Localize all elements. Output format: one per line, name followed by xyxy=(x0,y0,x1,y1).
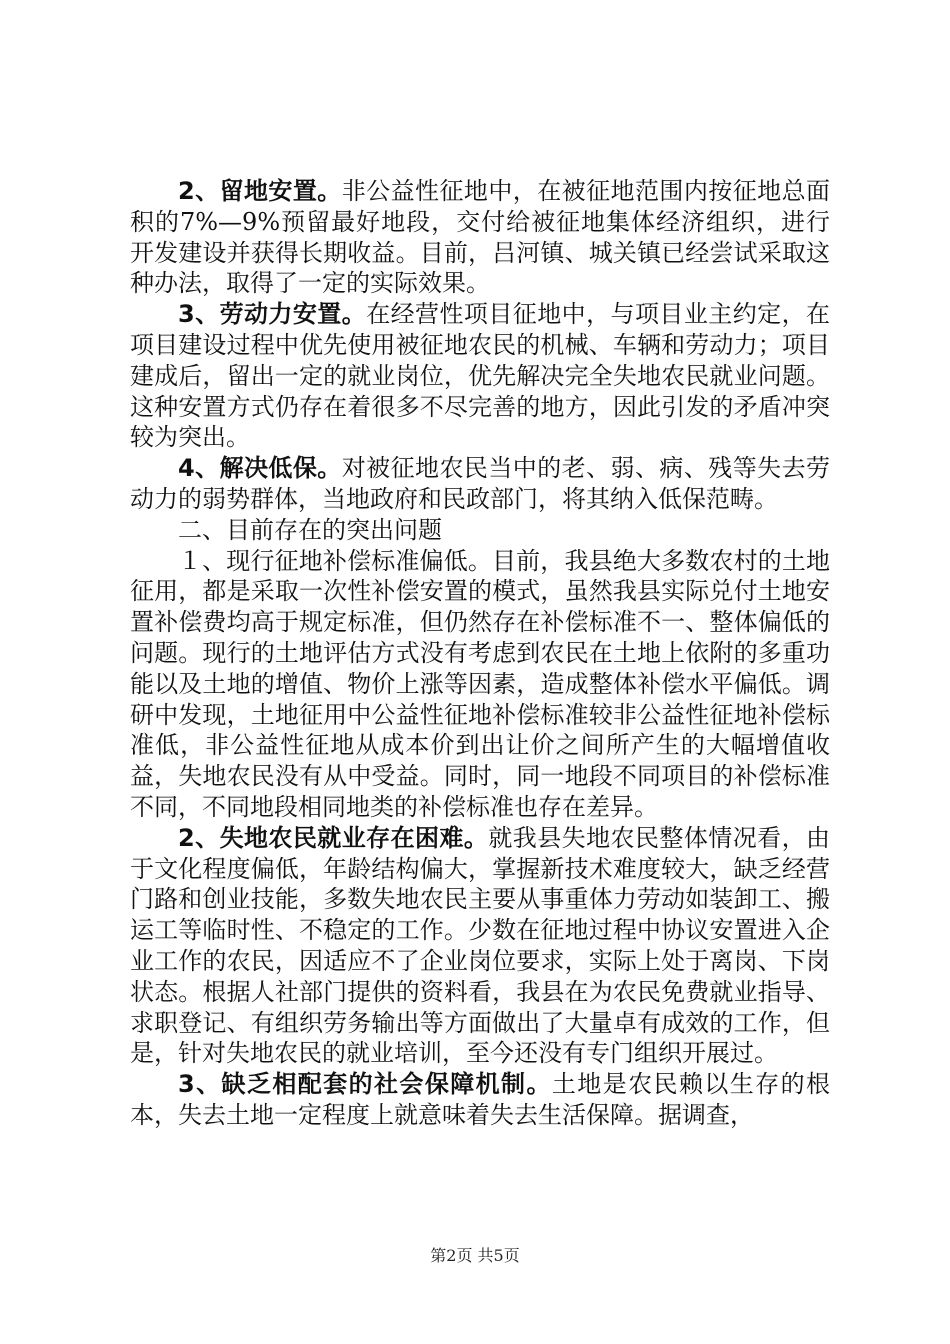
paragraph-land-reservation xyxy=(130,176,830,299)
paragraph-labor-placement xyxy=(130,299,830,453)
paragraph-lead: 4、解决低保。 xyxy=(178,454,342,483)
paragraph-text: 对被征地农民当中的老、弱、病、残等失去劳动力的弱势群体，当地政府和民政部门，将其纳入低保范畴。 xyxy=(130,454,831,513)
paragraph-text: 土地是农民赖以生存的根本，失去土地一定程度上就意味着失去生活保障。据调查， xyxy=(130,1070,831,1129)
paragraph-employment-difficulty xyxy=(130,823,830,1069)
paragraph-lead: 2、失地农民就业存在困难。 xyxy=(178,823,489,852)
paragraph-text: 在经营性项目征地中，与项目业主约定，在项目建设过程中优先使用被征地农民的机械、车辆和劳动力；项目建成后，留出一定的就业岗位，优先解决完全失地农民就业问题。这种安置方式仍存在着很多不尽完善的地方，因此引发的矛盾冲突较为突出。 xyxy=(130,300,831,452)
paragraph-text: 就我县失地农民整体情况看，由于文化程度偏低，年龄结构偏大，掌握新技术难度较大，缺乏经营门路和创业技能，多数失地农民主要从事重体力劳动如装卸工、搬运工等临时性、不稳定的工作。少数在征地过程中协议安置进入企业工作的农民，因适应不了企业岗位要求，实际上处于离岗、下岗状态。根据人社部门提供的资料看，我县在为农民免费就业指导、求职登记、有组织劳务输出等方面做出了大量卓有成效的工作，但是，针对失地农民的就业培训，至今还没有专门组织开展过。 xyxy=(130,823,831,1068)
paragraph-text: 非公益性征地中，在被征地范围内按征地总面积的7%—9%预留最好地段，交付给被征地集体经济组织，进行开发建设并获得长期收益。目前，吕河镇、城关镇已经尝试采取这种办法，取得了一定的实际效果。 xyxy=(130,177,831,298)
paragraph-lead: 3、缺乏相配套的社会保障机制。 xyxy=(178,1070,552,1099)
document-body xyxy=(130,176,830,1131)
section-heading-text: 二、目前存在的突出问题 xyxy=(178,515,442,544)
page-footer: 第2页 共5页 xyxy=(430,1246,520,1265)
section-heading xyxy=(130,515,830,546)
paragraph-lead: 2、留地安置。 xyxy=(178,177,342,205)
paragraph-text: １、现行征地补偿标准偏低。目前，我县绝大多数农村的土地征用，都是采取一次性补偿安置的模式，虽然我县实际兑付土地安置补偿费均高于规定标准，但仍然存在补偿标准不一、整体偏低的问题。现行的土地评估方式没有考虑到农民在土地上依附的多重功能以及土地的增值、物价上涨等因素，造成整体补偿水平偏低。调研中发现，土地征用中公益性征地补偿标准较非公益性征地补偿标准低，非公益性征地从成本价到出让价之间所产生的大幅增值收益，失地农民没有从中受益。同时，同一地段不同项目的补偿标准不同，不同地段相同地类的补偿标准也存在差异。 xyxy=(130,546,830,821)
paragraph-lead: 3、劳动力安置。 xyxy=(178,300,367,329)
paragraph-compensation-low xyxy=(130,546,830,823)
paragraph-social-security xyxy=(130,1069,830,1131)
paragraph-minimum-living xyxy=(130,453,830,515)
